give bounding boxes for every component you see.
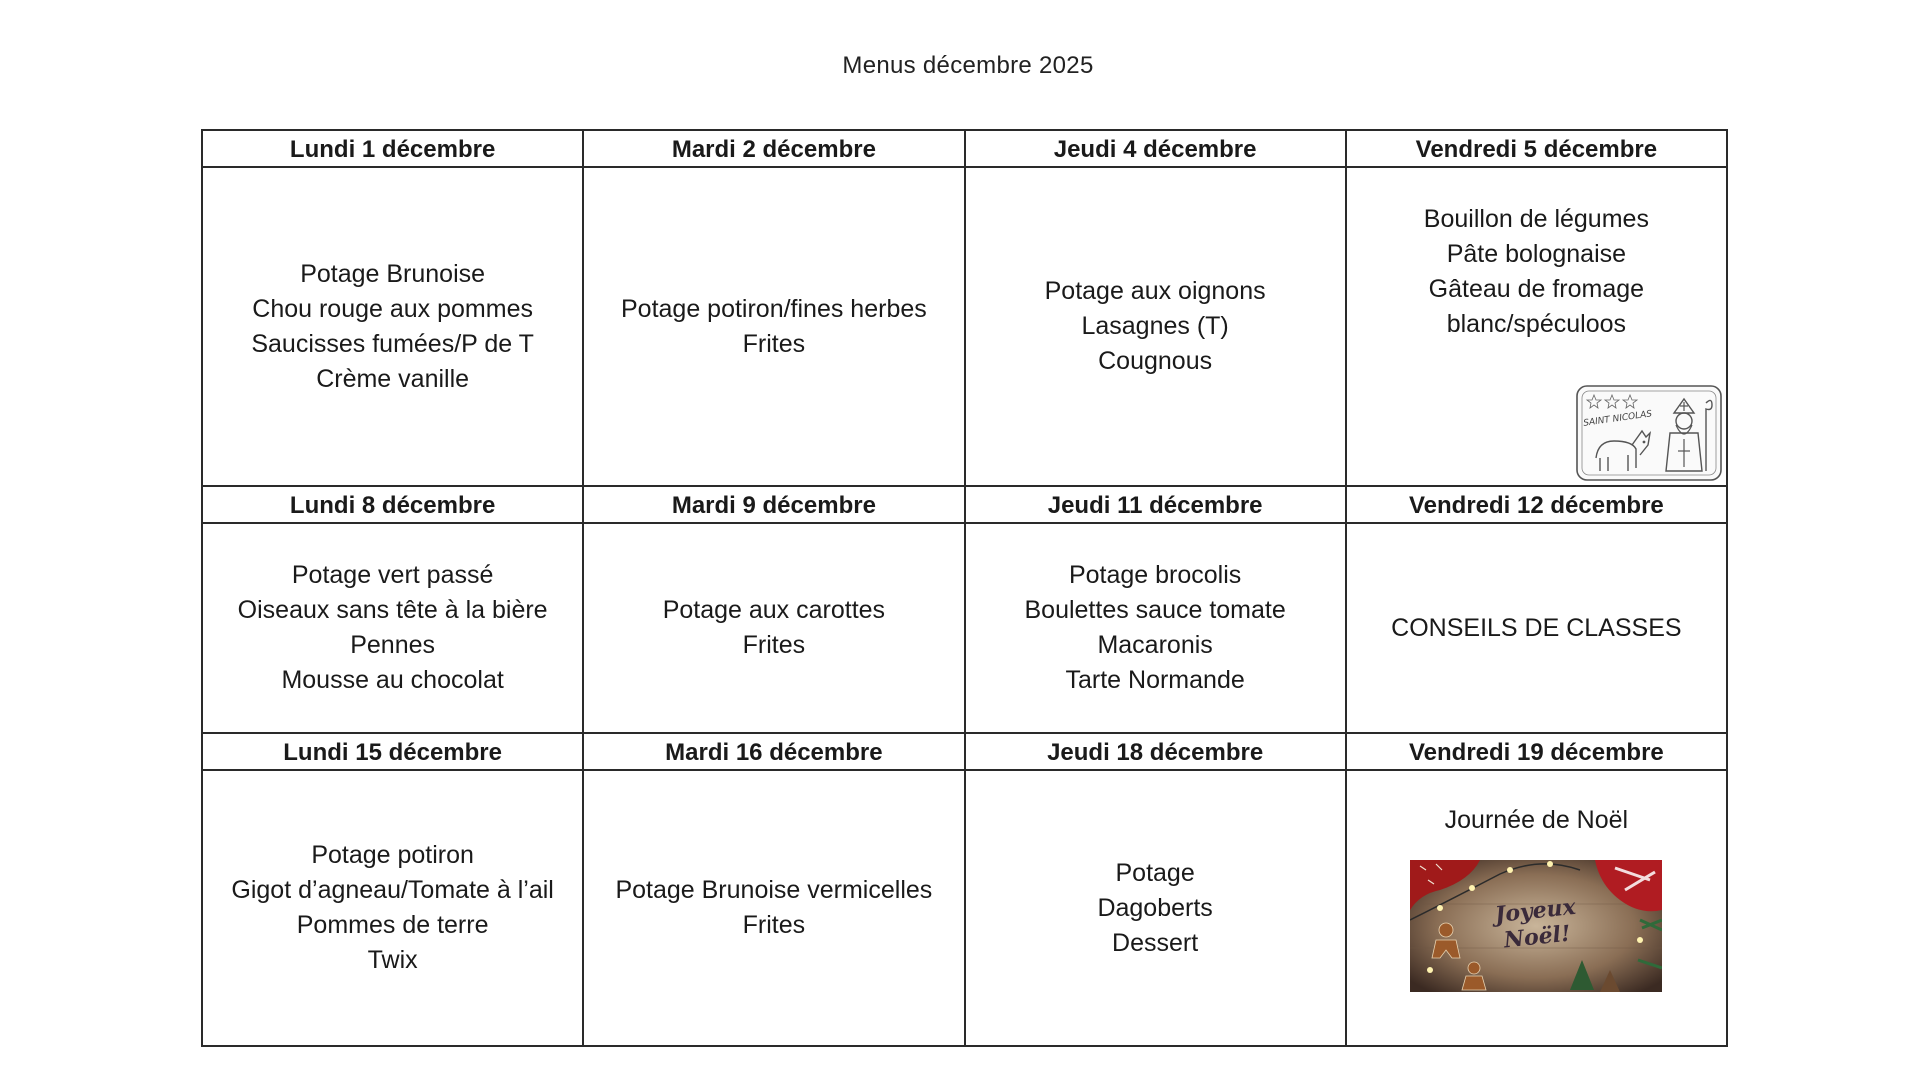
dish: Potage (1115, 858, 1195, 887)
dish: Tarte Normande (1065, 666, 1245, 694)
menu-cell-lundi-8 (202, 523, 583, 733)
day-header: Jeudi 4 décembre (965, 130, 1346, 167)
dish: Chou rouge aux pommes (252, 294, 533, 323)
noel-label: Noël! (1503, 920, 1573, 954)
week-1-header-row (202, 130, 1727, 167)
menu-cell-jeudi-4 (965, 167, 1346, 486)
menu-cell-mardi-2 (583, 167, 964, 486)
day-header: Lundi 1 décembre (202, 130, 583, 167)
dish: Potage Brunoise (300, 259, 486, 288)
dish: Potage Brunoise vermicelles (615, 876, 933, 904)
dish: Macaronis (1097, 631, 1213, 659)
dish: Crème vanille (316, 364, 470, 393)
dish: Bouillon de légumes (1423, 205, 1649, 233)
dish: Lasagnes (T) (1081, 312, 1229, 340)
day-header: Lundi 15 décembre (202, 733, 583, 770)
menu-cell-vendredi-12 (1346, 523, 1727, 733)
dish: Frites (742, 631, 806, 659)
dish: Frites (742, 911, 806, 939)
dish: Potage potiron/fines herbes (620, 294, 927, 323)
dish: Potage aux oignons (1044, 277, 1266, 305)
day-header: Mardi 9 décembre (583, 486, 964, 523)
dish: Twix (367, 946, 418, 974)
joyeux-noel-image (1410, 860, 1662, 992)
dish: Pâte bolognaise (1446, 240, 1627, 268)
day-header: Mardi 2 décembre (583, 130, 964, 167)
day-header: Lundi 8 décembre (202, 486, 583, 523)
dish: Journée de Noël (1444, 806, 1629, 834)
week-3-menu-row (202, 770, 1727, 1046)
dish: Gigot d’agneau/Tomate à l’ail (231, 876, 554, 904)
dish: Boulettes sauce tomate (1024, 596, 1286, 624)
dish: blanc/spéculoos (1446, 310, 1627, 338)
saint-nicolas-image (1574, 383, 1724, 483)
dish: Gâteau de fromage (1428, 275, 1645, 303)
menu-cell-lundi-15 (202, 770, 583, 1046)
day-header: Vendredi 12 décembre (1346, 486, 1727, 523)
week-2-header-row (202, 486, 1727, 523)
dish: Potage brocolis (1068, 561, 1242, 589)
menu-cell-lundi-1 (202, 167, 583, 486)
menu-cell-vendredi-5 (1346, 167, 1727, 486)
dish: Potage vert passé (291, 561, 494, 589)
dish: Dagoberts (1097, 893, 1213, 922)
menu-cell-jeudi-18 (965, 770, 1346, 1046)
dish: CONSEILS DE CLASSES (1391, 613, 1682, 642)
dish: Dessert (1112, 928, 1199, 957)
week-2-menu-row (202, 523, 1727, 733)
dish: Oiseaux sans tête à la bière (237, 596, 548, 624)
dish: Pommes de terre (296, 911, 489, 939)
joyeux-label: Joyeux (1494, 893, 1578, 929)
day-header: Jeudi 11 décembre (965, 486, 1346, 523)
dish: Pennes (350, 631, 436, 659)
dish: Saucisses fumées/P de T (251, 329, 534, 358)
week-3-header-row (202, 733, 1727, 770)
day-header: Mardi 16 décembre (583, 733, 964, 770)
saint-nicolas-label: SAINT NICOLAS (1582, 409, 1653, 429)
dish: Potage potiron (311, 841, 474, 869)
page-title: Menus décembre 2025 (842, 52, 1094, 79)
menu-cell-jeudi-11 (965, 523, 1346, 733)
dish: Cougnous (1098, 347, 1213, 375)
menu-cell-mardi-9 (583, 523, 964, 733)
menu-table (201, 129, 1728, 1047)
day-header: Vendredi 5 décembre (1346, 130, 1727, 167)
dish: Frites (742, 329, 806, 358)
day-header: Vendredi 19 décembre (1346, 733, 1727, 770)
day-header: Jeudi 18 décembre (965, 733, 1346, 770)
menu-cell-vendredi-19 (1346, 770, 1727, 1046)
dish: Mousse au chocolat (281, 666, 504, 694)
menu-cell-mardi-16 (583, 770, 964, 1046)
dish: Potage aux carottes (662, 596, 886, 624)
week-1-menu-row (202, 167, 1727, 486)
